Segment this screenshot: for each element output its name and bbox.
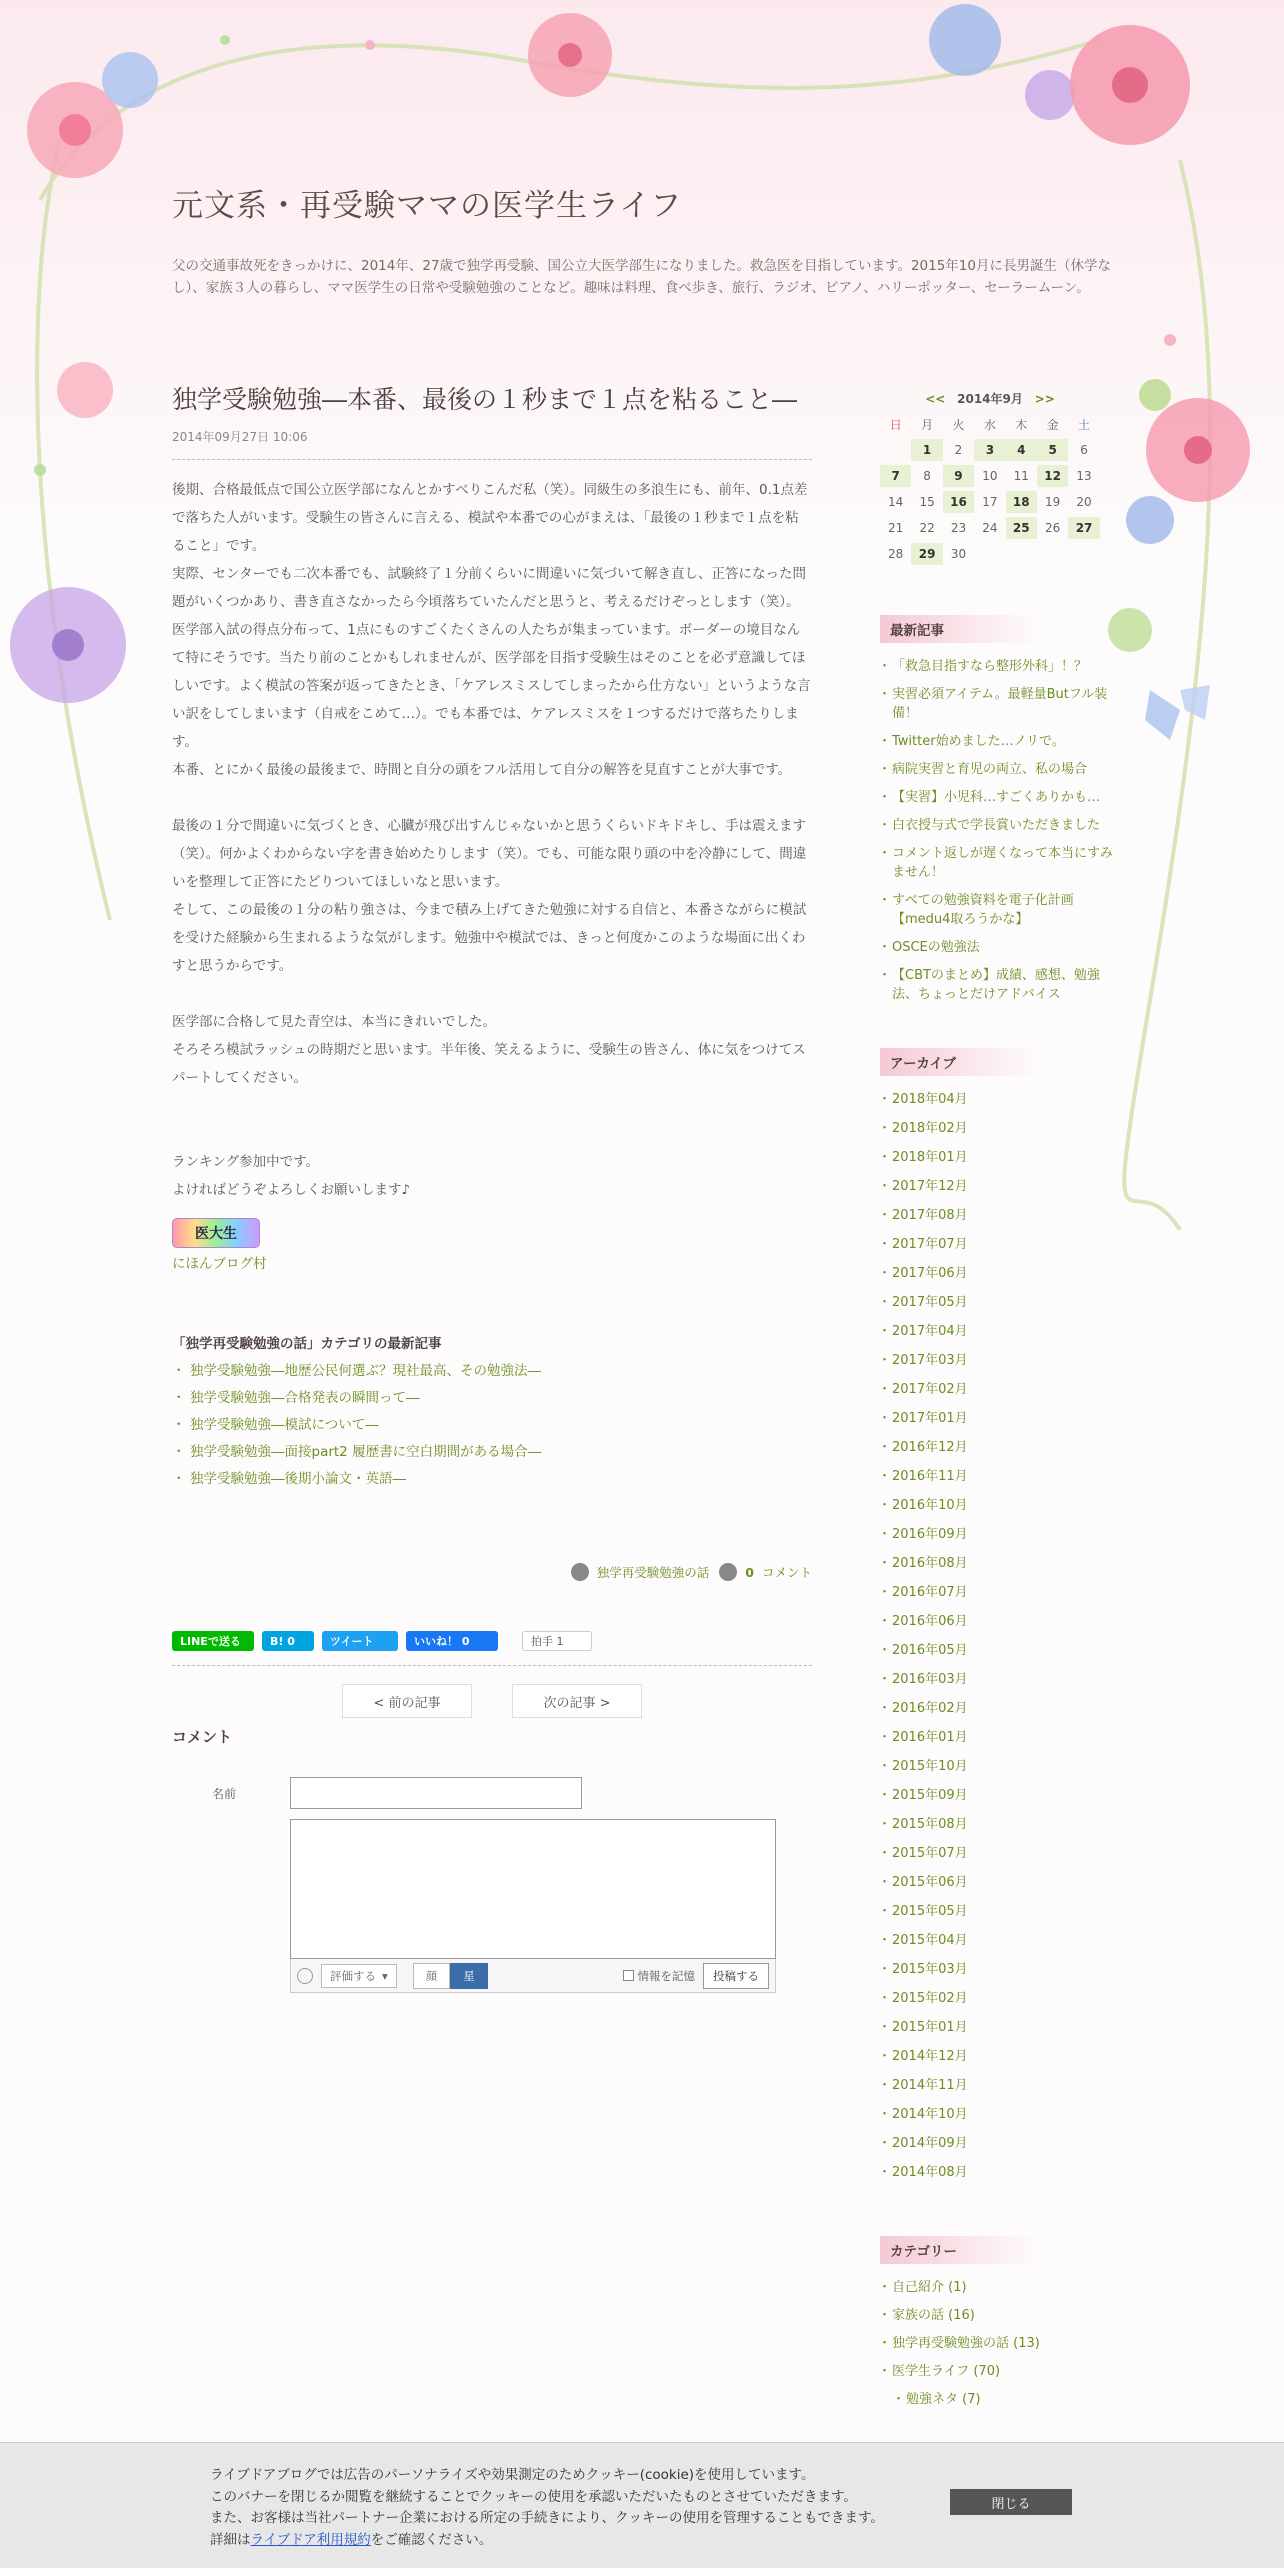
post-paragraph: 実際、センターでも二次本番でも、試験終了１分前くらいに間違いに気づいて解き直し、正答になった問題がいくつかあり、書き直さなかったら今頃落ちていたんだと思うと、考えるだけぞっとします（笑）。 xyxy=(172,566,806,610)
related-posts xyxy=(172,1332,812,1493)
hatena-bookmark-button[interactable]: B! 0 xyxy=(262,1631,314,1651)
calendar-weekday: 火 xyxy=(952,417,965,432)
archive-list xyxy=(880,1090,1120,2182)
calendar-day: 28 xyxy=(888,547,904,561)
paragraph-gap xyxy=(172,784,812,812)
archive-month-link[interactable]: ・ 2017年02月 xyxy=(880,1380,1120,1399)
name-input[interactable] xyxy=(290,1777,582,1809)
category-icon xyxy=(571,1563,589,1581)
post-paragraph: 後期、合格最低点で国公立医学部になんとかすべりこんだ私（笑）。同級生の多浪生にも、前年、0.1点差で落ちた人がいます。受験生の皆さんに言える、模試や本番での心がまえは、「最後の１秒まで１点を粘ること」です。 xyxy=(172,482,808,554)
post-category-label[interactable]: 独学再受験勉強の話 xyxy=(596,1565,710,1580)
calendar-day[interactable]: 16 xyxy=(943,491,974,513)
archive-month-link[interactable]: ・ 2016年05月 xyxy=(880,1641,1120,1660)
archive-month-link[interactable]: ・ 2018年01月 xyxy=(880,1148,1120,1167)
archive-month-link[interactable]: ・ 2017年08月 xyxy=(880,1206,1120,1225)
archive-month-link[interactable]: ・ 2018年04月 xyxy=(880,1090,1120,1109)
calendar-day[interactable]: 1 xyxy=(911,439,942,461)
related-post-link[interactable]: ・ 独学受験勉強―模試について― xyxy=(172,1412,812,1439)
calendar-weekday: 日 xyxy=(889,417,902,432)
calendar-prev-link[interactable]: << xyxy=(925,392,946,406)
cookie-consent-bar xyxy=(0,2442,1284,2568)
paragraph-gap xyxy=(172,1092,812,1120)
archive-month-link[interactable]: ・ 2016年09月 xyxy=(880,1525,1120,1544)
cookie-line xyxy=(210,2530,950,2552)
archive-month-link[interactable]: ・ 2017年06月 xyxy=(880,1264,1120,1283)
archive-month-link[interactable]: ・ 2017年07月 xyxy=(880,1235,1120,1254)
comment-toolbar xyxy=(290,1959,776,1993)
calendar-day[interactable]: 7 xyxy=(880,465,911,487)
emoji-icon[interactable] xyxy=(297,1968,313,1984)
archive-month-link[interactable]: ・ 2016年06月 xyxy=(880,1612,1120,1631)
calendar-day: 2 xyxy=(954,443,963,457)
post-paragraph: ランキング参加中です。 xyxy=(172,1154,320,1170)
facebook-like-button[interactable]: いいね！ 0 xyxy=(406,1631,498,1651)
calendar-day: 19 xyxy=(1045,495,1061,509)
comment-bubble-icon xyxy=(719,1563,737,1581)
post-title[interactable]: 独学受験勉強―本番、最後の１秒まで１点を粘ること― xyxy=(172,385,798,414)
calendar-weekday: 月 xyxy=(921,417,934,432)
recent-post-link[interactable]: ・ すべての勉強資料を電子化計画【medu4取ろうかな】 xyxy=(880,891,1120,929)
category-section xyxy=(880,2236,1120,2409)
cookie-close-button[interactable]: 閉じる xyxy=(950,2489,1072,2515)
name-label: 名前 xyxy=(212,1787,237,1801)
archive-month-link[interactable]: ・ 2014年12月 xyxy=(880,2047,1120,2066)
calendar-day: 22 xyxy=(919,521,935,535)
related-post-link[interactable]: ・ 独学受験勉強―合格発表の瞬間って― xyxy=(172,1385,812,1412)
category-link[interactable]: ・ 自己紹介 (1) xyxy=(880,2278,1120,2297)
cookie-line: ライブドアブログでは広告のパーソナライズや効果測定のためクッキー(cookie)を使用しています。 xyxy=(210,2467,815,2483)
line-share-button[interactable]: LINEで送る xyxy=(172,1631,254,1651)
archive-month-link[interactable]: ・ 2016年01月 xyxy=(880,1728,1120,1747)
post-paragraph: そして、この最後の１分の粘り強さは、今まで積み上げてきた勉強に対する自信と、本番さながらに模試を受けた経験から生まれるような気がします。勉強中や模試では、きっと何度かこのような場面に出くわすと思うからです。 xyxy=(172,902,807,974)
calendar-weekday: 金 xyxy=(1046,417,1059,432)
calendar-grid xyxy=(880,413,1100,565)
face-mode-button[interactable]: 顔 xyxy=(413,1963,451,1989)
related-post-link[interactable]: ・ 独学受験勉強―後期小論文・英語― xyxy=(172,1466,812,1493)
recent-post-link[interactable]: ・ 白衣授与式で学長賞いただきました xyxy=(880,816,1120,835)
recent-post-link[interactable]: ・ 「救急目指すなら整形外科」！？ xyxy=(880,657,1120,676)
ranking-banner-image[interactable]: 医大生 xyxy=(172,1218,260,1248)
calendar xyxy=(880,390,1100,565)
archive-month-link[interactable]: ・ 2015年03月 xyxy=(880,1960,1120,1979)
calendar-day xyxy=(880,439,911,461)
calendar-day: 26 xyxy=(1045,521,1061,535)
archive-month-link[interactable]: ・ 2015年10月 xyxy=(880,1757,1120,1776)
calendar-day: 24 xyxy=(982,521,998,535)
calendar-day: 10 xyxy=(982,469,998,483)
calendar-day: 11 xyxy=(1013,469,1029,483)
archive-month-link[interactable]: ・ 2015年06月 xyxy=(880,1873,1120,1892)
site-title[interactable]: 元文系・再受験ママの医学生ライフ xyxy=(172,188,683,224)
calendar-day: 15 xyxy=(919,495,935,509)
archive-month-link[interactable]: ・ 2015年07月 xyxy=(880,1844,1120,1863)
site-description: 父の交通事故死をきっかけに、2014年、27歳で独学再受験、国公立大医学部生になりました。救急医を目指しています。2015年10月に長男誕生（休学なし）、家族３人の暮らし、ママ医学生の日常や受験勉強のことなど。趣味は料理、食べ歩き、旅行、ラジオ、ピアノ、ハリーポッター、セーラームーン。 xyxy=(172,258,1111,296)
post-date: 2014年09月27日 10:06 xyxy=(172,428,812,460)
archive-month-link[interactable]: ・ 2018年02月 xyxy=(880,1119,1120,1138)
cookie-line: また、お客様は当社パートナー企業における所定の手続きにより、クッキーの使用を管理することもできます。 xyxy=(210,2510,884,2526)
calendar-day: 17 xyxy=(982,495,998,509)
calendar-day: 14 xyxy=(888,495,904,509)
calendar-day[interactable]: 18 xyxy=(1006,491,1037,513)
post-paragraph: よければどうぞよろしくお願いします♪ xyxy=(172,1182,411,1198)
archive-heading: アーカイブ xyxy=(880,1048,1040,1076)
calendar-day: 20 xyxy=(1076,495,1092,509)
calendar-day: 21 xyxy=(888,521,904,535)
post-paragraph: 最後の１分で間違いに気づくとき、心臓が飛び出すんじゃないかと思うくらいドキドキし、手は震えます（笑）。何かよくわからない字を書き始めたりします（笑）。でも、可能な限り頭の中を冷静にして、間違いを整理して正答にたどりついてほしいなと思います。 xyxy=(172,818,807,890)
calendar-day: 8 xyxy=(923,469,931,483)
chevron-down-icon: ▾ xyxy=(382,1968,388,1983)
cookie-notice-text xyxy=(210,2465,950,2551)
post-paragraph: 医学部に合格して見た青空は、本当にきれいでした。 xyxy=(172,1014,496,1030)
calendar-day xyxy=(974,543,1005,565)
comment-form xyxy=(212,1777,812,2007)
sidebar xyxy=(880,390,1120,2418)
archive-month-link[interactable]: ・ 2016年11月 xyxy=(880,1467,1120,1486)
recent-post-link[interactable]: ・ OSCEの勉強法 xyxy=(880,938,1120,957)
remember-label: 情報を記憶 xyxy=(637,1968,695,1983)
remember-info[interactable] xyxy=(623,1968,696,1984)
cookie-line: このバナーを閉じるか閲覧を継続することでクッキーの使用を承認いただいたものとさせていただきます。 xyxy=(210,2488,857,2505)
rate-dropdown-label: 評価する xyxy=(330,1968,376,1983)
archive-month-link[interactable]: ・ 2015年05月 xyxy=(880,1902,1120,1921)
calendar-day[interactable]: 29 xyxy=(911,543,942,565)
archive-month-link[interactable]: ・ 2015年02月 xyxy=(880,1989,1120,2008)
calendar-weekday: 木 xyxy=(1015,417,1028,432)
category-link[interactable]: ・ 医学生ライフ (70) xyxy=(880,2362,1120,2381)
archive-month-link[interactable]: ・ 2015年04月 xyxy=(880,1931,1120,1950)
post-meta xyxy=(172,1563,812,1581)
archive-month-link[interactable]: ・ 2014年11月 xyxy=(880,2076,1120,2095)
archive-month-link[interactable]: ・ 2015年01月 xyxy=(880,2018,1120,2037)
comment-count[interactable]: 0 xyxy=(745,1564,754,1580)
recent-post-link[interactable]: ・ 病院実習と育児の両立、私の場合 xyxy=(880,760,1120,779)
category-heading: カテゴリー xyxy=(880,2236,1040,2264)
archive-month-link[interactable]: ・ 2017年03月 xyxy=(880,1351,1120,1370)
calendar-day[interactable]: 3 xyxy=(974,439,1005,461)
archive-month-link[interactable]: ・ 2014年08月 xyxy=(880,2163,1120,2182)
related-posts-heading: 「独学再受験勉強の話」カテゴリの最新記事 xyxy=(172,1336,442,1352)
comment-textarea[interactable] xyxy=(290,1819,776,1959)
calendar-day xyxy=(1068,543,1099,565)
ranking-banner xyxy=(172,1218,812,1272)
archive-month-link[interactable]: ・ 2015年08月 xyxy=(880,1815,1120,1834)
archive-month-link[interactable]: ・ 2016年08月 xyxy=(880,1554,1120,1573)
rate-dropdown[interactable] xyxy=(321,1964,397,1988)
calendar-day[interactable]: 25 xyxy=(1006,517,1037,539)
recent-posts xyxy=(880,615,1120,1004)
paragraph-gap xyxy=(172,980,812,1008)
calendar-day xyxy=(1037,543,1068,565)
recent-post-link[interactable]: ・ 【実習】小児科…すごくありかも… xyxy=(880,788,1120,807)
calendar-weekday: 土 xyxy=(1078,417,1091,432)
remember-checkbox[interactable] xyxy=(623,1970,634,1981)
comment-count-label[interactable]: コメント xyxy=(761,1565,812,1580)
tweet-button[interactable]: ツイート xyxy=(322,1631,398,1651)
related-post-link[interactable]: ・ 独学受験勉強―地歴公民何選ぶ？現社最高、その勉強法― xyxy=(172,1358,812,1385)
calendar-month: 2014年9月 xyxy=(957,392,1023,406)
post-comments-link[interactable] xyxy=(719,1563,812,1581)
clap-button[interactable]: 拍手 1 xyxy=(522,1631,592,1651)
post-body xyxy=(172,476,812,1204)
next-post-button[interactable]: 次の記事 > xyxy=(512,1684,642,1718)
subcategory-link[interactable]: ・ 勉強ネタ (7) xyxy=(894,2390,1120,2409)
post-paragraph: そろそろ模試ラッシュの時期だと思います。半年後、笑えるように、受験生の皆さん、体に気をつけてスパートしてください。 xyxy=(172,1042,806,1086)
calendar-day[interactable]: 9 xyxy=(943,465,974,487)
archive-month-link[interactable]: ・ 2017年01月 xyxy=(880,1409,1120,1428)
prev-post-button[interactable]: < 前の記事 xyxy=(342,1684,472,1718)
calendar-weekday: 水 xyxy=(983,417,996,432)
recent-post-link[interactable]: ・ Twitter始めました…ノリで。 xyxy=(880,732,1120,751)
archive-month-link[interactable]: ・ 2016年02月 xyxy=(880,1699,1120,1718)
recent-posts-list xyxy=(880,657,1120,1004)
archive-month-link[interactable]: ・ 2017年04月 xyxy=(880,1322,1120,1341)
submit-comment-button[interactable]: 投稿する xyxy=(703,1963,769,1989)
ranking-banner-link[interactable]: にほんブログ村 xyxy=(172,1256,267,1272)
calendar-day[interactable]: 27 xyxy=(1068,517,1099,539)
share-buttons xyxy=(172,1631,812,1666)
calendar-day: 23 xyxy=(950,521,967,535)
recent-post-link[interactable]: ・ コメント返しが遅くなって本当にすみません！ xyxy=(880,844,1120,882)
calendar-header xyxy=(880,390,1100,407)
archive-month-link[interactable]: ・ 2014年09月 xyxy=(880,2134,1120,2153)
calendar-day xyxy=(1006,543,1037,565)
calendar-day: 30 xyxy=(950,547,967,561)
post-category[interactable] xyxy=(571,1563,710,1581)
archive-month-link[interactable]: ・ 2015年09月 xyxy=(880,1786,1120,1805)
paragraph-gap xyxy=(172,1120,812,1148)
calendar-day[interactable]: 5 xyxy=(1037,439,1068,461)
recent-post-link[interactable]: ・ 実習必須アイテム。最軽量Butフル装備！ xyxy=(880,685,1120,723)
category-list xyxy=(880,2278,1120,2409)
recent-post-link[interactable]: ・ 【CBTのまとめ】成績、感想、勉強法、ちょっとだけアドバイス xyxy=(880,966,1120,1004)
recent-posts-heading: 最新記事 xyxy=(880,615,1040,643)
article xyxy=(172,380,812,2007)
terms-link[interactable]: ライブドア利用規約 xyxy=(250,2531,371,2548)
post-pager xyxy=(172,1684,812,1718)
calendar-next-link[interactable]: >> xyxy=(1034,392,1055,406)
archive-month-link[interactable]: ・ 2016年07月 xyxy=(880,1583,1120,1602)
archive-month-link[interactable]: ・ 2016年03月 xyxy=(880,1670,1120,1689)
post-paragraph: 本番、とにかく最後の最後まで、時間と自分の頭をフル活用して自分の解答を見直すことが大事です。 xyxy=(172,762,792,778)
comments-heading: コメント xyxy=(172,1728,233,1746)
archive-month-link[interactable]: ・ 2017年12月 xyxy=(880,1177,1120,1196)
cookie-line-suffix: をご確認ください。 xyxy=(370,2531,493,2548)
calendar-day: 13 xyxy=(1076,469,1092,483)
post-paragraph: 医学部入試の得点分布って、1点にものすごくたくさんの人たちが集まっています。ボーダーの境目なんて特にそうです。当たり前のことかもしれませんが、医学部を目指す受験生はそのことを必ず意識してほしいです。よく模試の答案が返ってきたとき、「ケアレスミスしてしまったから仕方ない」というような言い訳をしてしまいます（自戒をこめて…）。でも本番では、ケアレスミスを１つするだけで落ちたりします。 xyxy=(172,622,811,750)
archive-month-link[interactable]: ・ 2017年05月 xyxy=(880,1293,1120,1312)
archive-section xyxy=(880,1048,1120,2182)
category-link[interactable]: ・ 家族の話 (16) xyxy=(880,2306,1120,2325)
archive-month-link[interactable]: ・ 2016年12月 xyxy=(880,1438,1120,1457)
calendar-day: 6 xyxy=(1080,443,1088,457)
star-mode-button[interactable]: 星 xyxy=(450,1963,488,1989)
cookie-line-prefix: 詳細は xyxy=(210,2531,251,2548)
archive-month-link[interactable]: ・ 2016年10月 xyxy=(880,1496,1120,1515)
archive-month-link[interactable]: ・ 2014年10月 xyxy=(880,2105,1120,2124)
calendar-day[interactable]: 4 xyxy=(1006,439,1037,461)
calendar-day[interactable]: 12 xyxy=(1037,465,1068,487)
related-post-link[interactable]: ・ 独学受験勉強―面接part2 履歴書に空白期間がある場合― xyxy=(172,1439,812,1466)
rating-mode-toggle xyxy=(413,1963,488,1989)
category-link[interactable]: ・ 独学再受験勉強の話 (13) xyxy=(880,2334,1120,2353)
